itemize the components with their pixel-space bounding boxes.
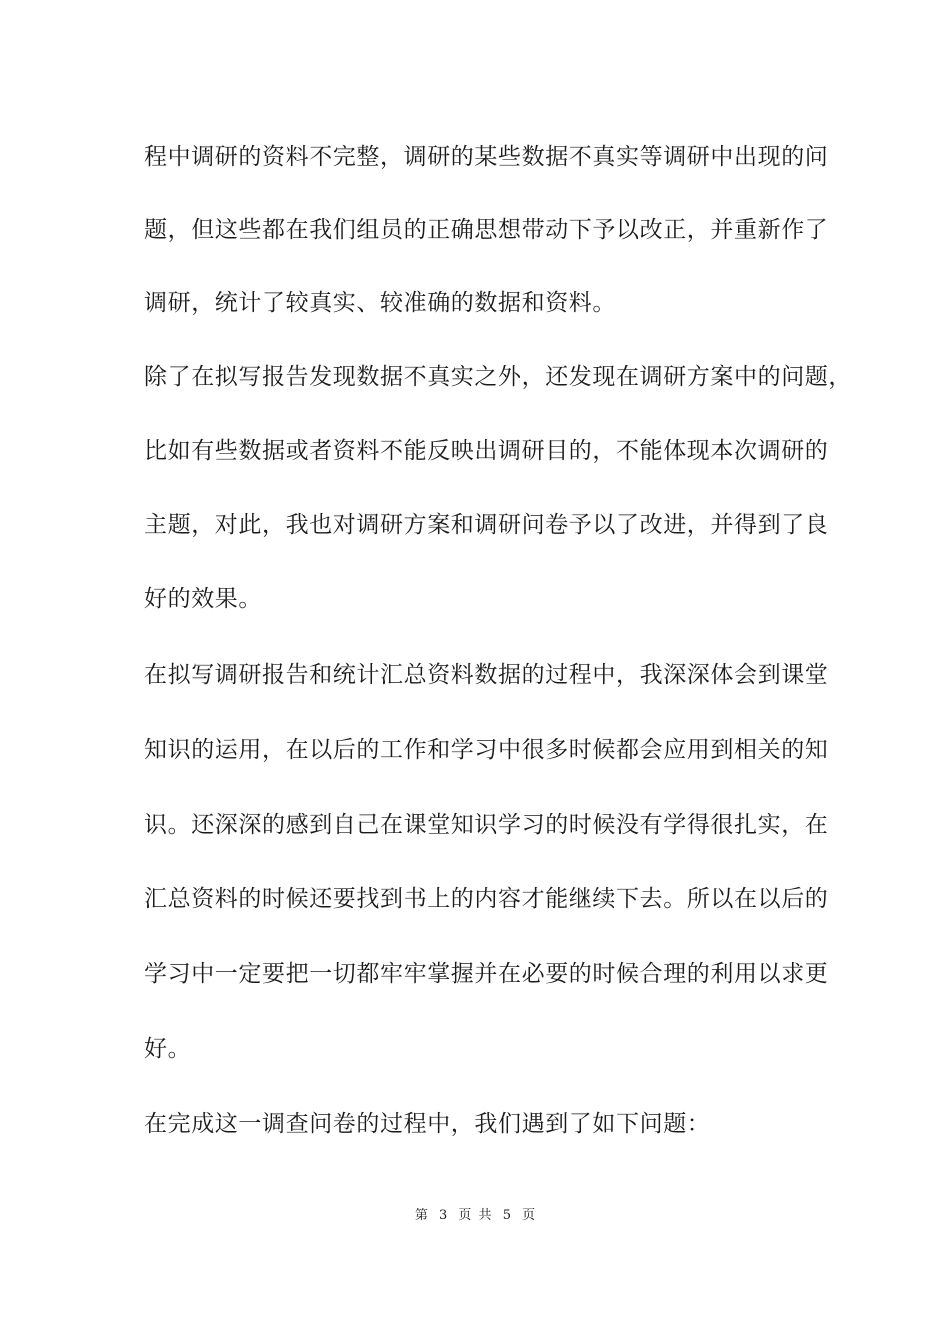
text-line-13: 好。 bbox=[144, 1036, 192, 1062]
footer-total-pages: 5 bbox=[502, 1208, 511, 1223]
footer-current-page: 3 bbox=[439, 1208, 448, 1223]
text-line-12: 学习中一定要把一切都牢牢掌握并在必要的时候合理的利用以求更 bbox=[144, 961, 829, 987]
text-line-2: 题，但这些都在我们组员的正确思想带动下予以改正，并重新作了 bbox=[144, 217, 829, 243]
text-line-14: 在完成这一调查问卷的过程中，我们遇到了如下问题： bbox=[144, 1111, 711, 1137]
text-line-7: 好的效果。 bbox=[144, 586, 262, 612]
text-line-8: 在拟写调研报告和统计汇总资料数据的过程中，我深深体会到课堂 bbox=[144, 662, 829, 688]
text-line-9: 知识的运用，在以后的工作和学习中很多时候都会应用到相关的知 bbox=[144, 737, 829, 763]
text-line-3: 调研，统计了较真实、较准确的数据和资料。 bbox=[144, 290, 616, 316]
text-line-6: 主题，对此，我也对调研方案和调研问卷予以了改进，并得到了良 bbox=[144, 512, 829, 538]
text-line-4: 除了在拟写报告发现数据不真实之外，还发现在调研方案中的问题， bbox=[144, 364, 852, 390]
text-line-11: 汇总资料的时候还要找到书上的内容才能继续下去。所以在以后的 bbox=[144, 886, 829, 912]
text-line-10: 识。还深深的感到自己在课堂知识学习的时候没有学得很扎实，在 bbox=[144, 812, 829, 838]
footer-suffix: 页 bbox=[522, 1208, 536, 1223]
text-line-1: 程中调研的资料不完整，调研的某些数据不真实等调研中出现的问 bbox=[144, 144, 829, 170]
footer-mid: 页 共 bbox=[458, 1208, 492, 1223]
page-footer bbox=[0, 1208, 950, 1224]
text-line-5: 比如有些数据或者资料不能反映出调研目的，不能体现本次调研的 bbox=[144, 438, 829, 464]
footer-prefix: 第 bbox=[414, 1208, 428, 1223]
